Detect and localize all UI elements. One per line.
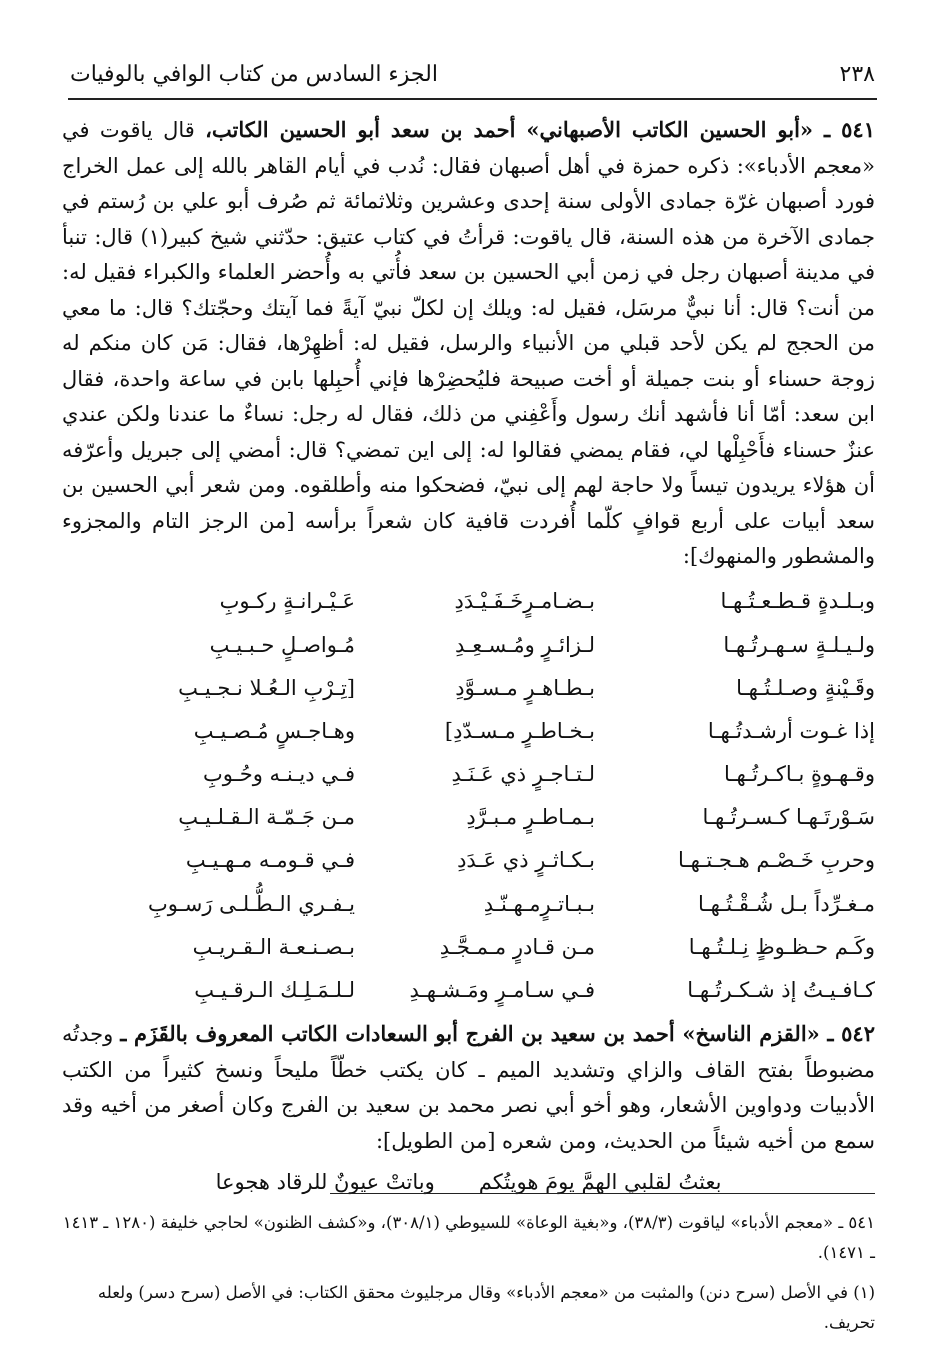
poem-segment: بـبـاتـرٍمـهـنّـدِ (483, 891, 595, 916)
poem-segment: ولـيـلـةٍ سـهـرتُـهـا (723, 632, 875, 657)
footnote-rule (330, 1193, 875, 1194)
poem-line (62, 796, 875, 839)
poem-segment: بـصـنـعـة الـقـريـبِ (192, 934, 355, 959)
poem-segment: لـتـاجـرٍ ذي عَـنَـدِ (451, 762, 595, 787)
verse-hemistich-second: وباتتْ عيونٌ للرقاد هجوعا (215, 1170, 435, 1195)
poem-segment: مـغـرِّداً بـل شُـقْـتُـهـا (698, 891, 875, 916)
poem-line (62, 753, 875, 796)
page-header (70, 56, 875, 92)
page-body (62, 112, 875, 1201)
entry-541 (62, 112, 875, 575)
poem-segment: وبـلـدةٍ قـطـعـتُـهـا (720, 589, 875, 614)
header-rule (68, 98, 877, 100)
poem (62, 581, 875, 1013)
entry-541-text: قال ياقوت في «معجم الأدباء»: ذكره حمزة في أهل أصبهان فقال: نُدب في أيام القاهر بالله إلى عمل الخراج فورد أصبهان غرّة جمادى الأولى سنة إحدى وعشرين وثلاثمائة ثم صُرف أبو علي بن رُستم في جمادى الآخرة من هذه السنة، قال ياقوت: قرأتُ في كتاب عتيق: حدّثني شيخ كبير(١) قال: تنبأ في مدينة أصبهان رجل في زمن أبي الحسين بن سعد فأُتي به وأُحضر العلماء والكبراء فقيل له: من أنت؟ قال: أنا نبيٌّ مرسَل، فقيل له: ويلك إن لكلّ نبيّ آيةً فما آيتك وحجّتك؟ قال: ما معي من الحجج لم يكن لأحد قبلي من الأنبياء والرسل، فقيل له: أظهِرْها، فقال: مَن كان منكم له زوجة حسناء أو بنت جميلة أو أخت صبيحة فليُحضِرْها فإني أُحبِلها بابن في ساعة واحدة، فقال ابن سعد: أمّا أنا فأشهد أنك رسول وأَعْفِني من ذلك، فقال له رجل: نساءٌ ما عندنا ولكن عندي عنزٌ حسناء فأَحْبِلْها لي، فقام يمضي فقالوا له: إلى اين تمضي؟ قال: أمضي إلى جبريل وأعرّفه أن هؤلاء يريدون تيساً ولا حاجة لهم إلى نبيّ، فضحكوا منه وأطلقوه. ومن شعر أبي الحسين بن سعد أبيات على أربع قوافٍ كلّما أُفردت قافية كان شعراً برأسه [من الرجز التام والمجزوء والمشطور والمنهوك]: (62, 118, 876, 568)
poem-line (62, 969, 875, 1012)
poem-line (62, 581, 875, 624)
poem-segment: وهـاجـسٍ مُـصـيـبِ (193, 718, 355, 743)
poem-segment: سَـوْرتَـهـا كـسـرتُـهـا (702, 805, 875, 830)
verse (62, 1165, 875, 1201)
footnote-source-541: ٥٤١ ـ «معجم الأدباء» لياقوت (٣٨/٣)، و«بغية الوعاة» للسيوطي (٣٠٨/١)، و«كشف الظنون» لحاجي خليفة (١٢٨٠ ـ ١٤١٣ ـ ١٤٧١). (62, 1213, 875, 1262)
poem-segment: عَـيْـرانـةٍ ركـوبِ (219, 589, 355, 614)
entry-542-paragraph (62, 1016, 875, 1159)
poem-segment: بـضـامـرٍخَـفَـيْـدَدِ (454, 589, 595, 614)
poem-segment: مُـواصـلٍ حـبـيـبِ (209, 632, 355, 657)
entry-541-title: ٥٤١ ـ «أبو الحسين الكاتب الأصبهاني» أحمد بن سعد أبو الحسين الكاتب، (205, 117, 875, 142)
running-title: الجزء السادس من كتاب الوافي بالوفيات (70, 61, 438, 87)
entry-541-paragraph (62, 112, 875, 575)
poem-segment: كـافـيـتُ إذ شـكـرتُـهـا (687, 978, 875, 1003)
poem-segment: بـخـاطـرٍ مـسـدّدِ] (444, 718, 595, 743)
poem-line (62, 926, 875, 969)
poem-line (62, 840, 875, 883)
footnotes (62, 1208, 875, 1338)
poem-segment: [تِـرْبِ الـعُـلا نـجـيـبِ (178, 675, 355, 700)
poem-segment: فـي ديـنـه وحُـوبِ (202, 762, 355, 787)
poem-line (62, 883, 875, 926)
poem-line (62, 710, 875, 753)
poem-segment: وقـهـوةٍ بـاكـرتُـهـا (723, 762, 875, 787)
poem-line (62, 624, 875, 667)
entry-542-text: وجدتُه مضبوطاً بفتح القاف والزاي وتشديد الميم ـ كان يكتب خطّاً مليحاً ونسخ كثيراً من الكتب الأدبيات ودواوين الأشعار، وهو أخو أبي نصر محمد بن سعيد بن الفرج وكان أصغر من أخيه وقد سمع من أخيه شيئاً من الحديث، ومن شعره [من الطويل]: (62, 1022, 875, 1153)
footnote-1: (١) في الأصل (سرح دنن) والمثبت من «معجم الأدباء» وقال مرجليوث محقق الكتاب: في الأصل (سرح دسر) ولعله تحريف. (97, 1283, 875, 1332)
poem-segment: وقَـيْنةٍ وصـلـتُـهـا (736, 675, 875, 700)
poem-segment: إذا غـوت أرشـدتُـهـا (707, 718, 875, 743)
poem-line (62, 667, 875, 710)
poem-segment: وحربِ خَـصْـم هـجـتـهـا (678, 848, 875, 873)
poem-segment: فـي سـامـرٍ ومَـشـهـدِ (409, 978, 595, 1003)
poem-segment: يـفـري الـطُّـلـى رَسـوبِ (147, 891, 355, 916)
poem-segment: فـي قـومـه مـهـيـبِ (185, 848, 355, 873)
poem-segment: مـن قـادرٍ مـمـجَّـدِ (439, 934, 595, 959)
poem-segment: لـلـمَـلِـك الـرقـيـبِ (194, 978, 355, 1003)
entry-542-title: ٥٤٢ ـ «القزم الناسخ» أحمد بن سعيد بن الفرج أبو السعادات الكاتب المعروف بالقَزَم ـ (120, 1021, 875, 1047)
poem-segment: لـزائـرٍ ومُـسـعِـدِ (455, 632, 595, 657)
poem-segment: بـطـاهـرٍ مـسـوَّدِ (455, 675, 595, 700)
poem-segment: وكَـم حـظـوظٍ نِـلـتُـهـا (688, 934, 875, 959)
page-number: ٢٣٨ (839, 61, 875, 87)
poem-segment: مـن جَـمّـة الـقـلـيـبِ (178, 805, 355, 830)
verse-hemistich-first: بعثتُ لقلبي الهمَّ يومَ هويتُكم (478, 1170, 722, 1195)
entry-542 (62, 1016, 875, 1201)
poem-segment: بـمـاطـرٍ مـبـرَّدِ (466, 805, 595, 830)
poem-segment: بـكـاثـرٍ ذي عَـدَدِ (457, 848, 595, 873)
